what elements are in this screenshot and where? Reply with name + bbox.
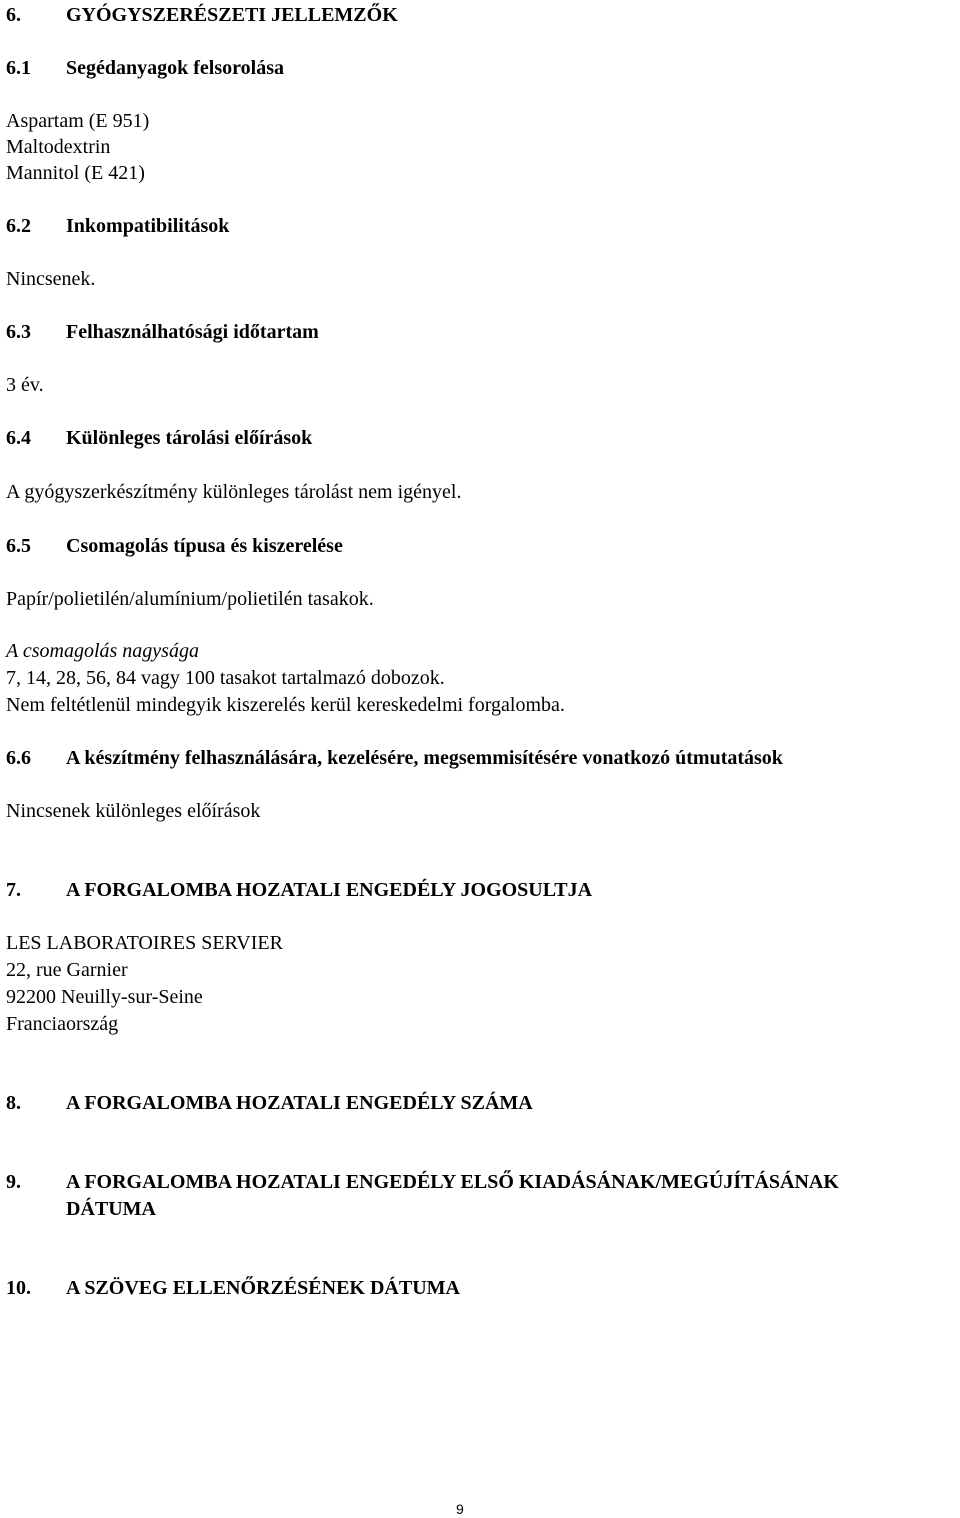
section-6-number: 6. <box>6 4 21 26</box>
section-6-5-number: 6.5 <box>6 535 31 557</box>
excipient-item: Maltodextrin <box>6 136 111 158</box>
holder-address-line: 22, rue Garnier <box>6 959 128 981</box>
section-6-6-title: A készítmény felhasználására, kezelésére, megsemmisítésére vonatkozó útmutatások <box>66 747 783 769</box>
section-6-4-number: 6.4 <box>6 427 31 449</box>
section-10-title: A SZÖVEG ELLENŐRZÉSÉNEK DÁTUMA <box>66 1277 460 1299</box>
page-number: 9 <box>456 1501 464 1517</box>
section-6-5-text: Papír/polietilén/alumínium/polietilén tasakok. <box>6 588 374 610</box>
excipient-item: Aspartam (E 951) <box>6 110 150 132</box>
section-6-2-title: Inkompatibilitások <box>66 215 230 237</box>
section-7-number: 7. <box>6 879 21 901</box>
holder-address-line: 92200 Neuilly-sur-Seine <box>6 986 203 1008</box>
section-9-title-line1: A FORGALOMBA HOZATALI ENGEDÉLY ELSŐ KIADÁSÁNAK/MEGÚJÍTÁSÁNAK <box>66 1171 839 1193</box>
section-9-number: 9. <box>6 1171 21 1193</box>
section-6-4-title: Különleges tárolási előírások <box>66 427 313 449</box>
section-6-3-text: 3 év. <box>6 374 44 396</box>
pack-size-line: 7, 14, 28, 56, 84 vagy 100 tasakot tartalmazó dobozok. <box>6 667 445 689</box>
section-6-4-text: A gyógyszerkészítmény különleges tárolást nem igényel. <box>6 481 462 503</box>
section-6-6-number: 6.6 <box>6 747 31 769</box>
section-6-2-text: Nincsenek. <box>6 268 96 290</box>
pack-size-subheading: A csomagolás nagysága <box>6 640 199 662</box>
section-6-1-number: 6.1 <box>6 57 31 79</box>
section-6-6-text: Nincsenek különleges előírások <box>6 800 261 822</box>
section-8-title: A FORGALOMBA HOZATALI ENGEDÉLY SZÁMA <box>66 1092 533 1114</box>
section-6-1-title: Segédanyagok felsorolása <box>66 57 284 79</box>
section-9-title-line2: DÁTUMA <box>66 1198 156 1220</box>
section-6-2-number: 6.2 <box>6 215 31 237</box>
section-8-number: 8. <box>6 1092 21 1114</box>
section-6-title: GYÓGYSZERÉSZETI JELLEMZŐK <box>66 4 398 26</box>
section-6-3-number: 6.3 <box>6 321 31 343</box>
section-10-number: 10. <box>6 1277 31 1299</box>
section-7-title: A FORGALOMBA HOZATALI ENGEDÉLY JOGOSULTJA <box>66 879 593 901</box>
holder-address-line: LES LABORATOIRES SERVIER <box>6 932 283 954</box>
section-6-3-title: Felhasználhatósági időtartam <box>66 321 319 343</box>
section-6-5-title: Csomagolás típusa és kiszerelése <box>66 535 343 557</box>
holder-address-line: Franciaország <box>6 1013 119 1035</box>
pack-size-line: Nem feltétlenül mindegyik kiszerelés kerül kereskedelmi forgalomba. <box>6 694 565 716</box>
excipient-item: Mannitol (E 421) <box>6 162 145 184</box>
